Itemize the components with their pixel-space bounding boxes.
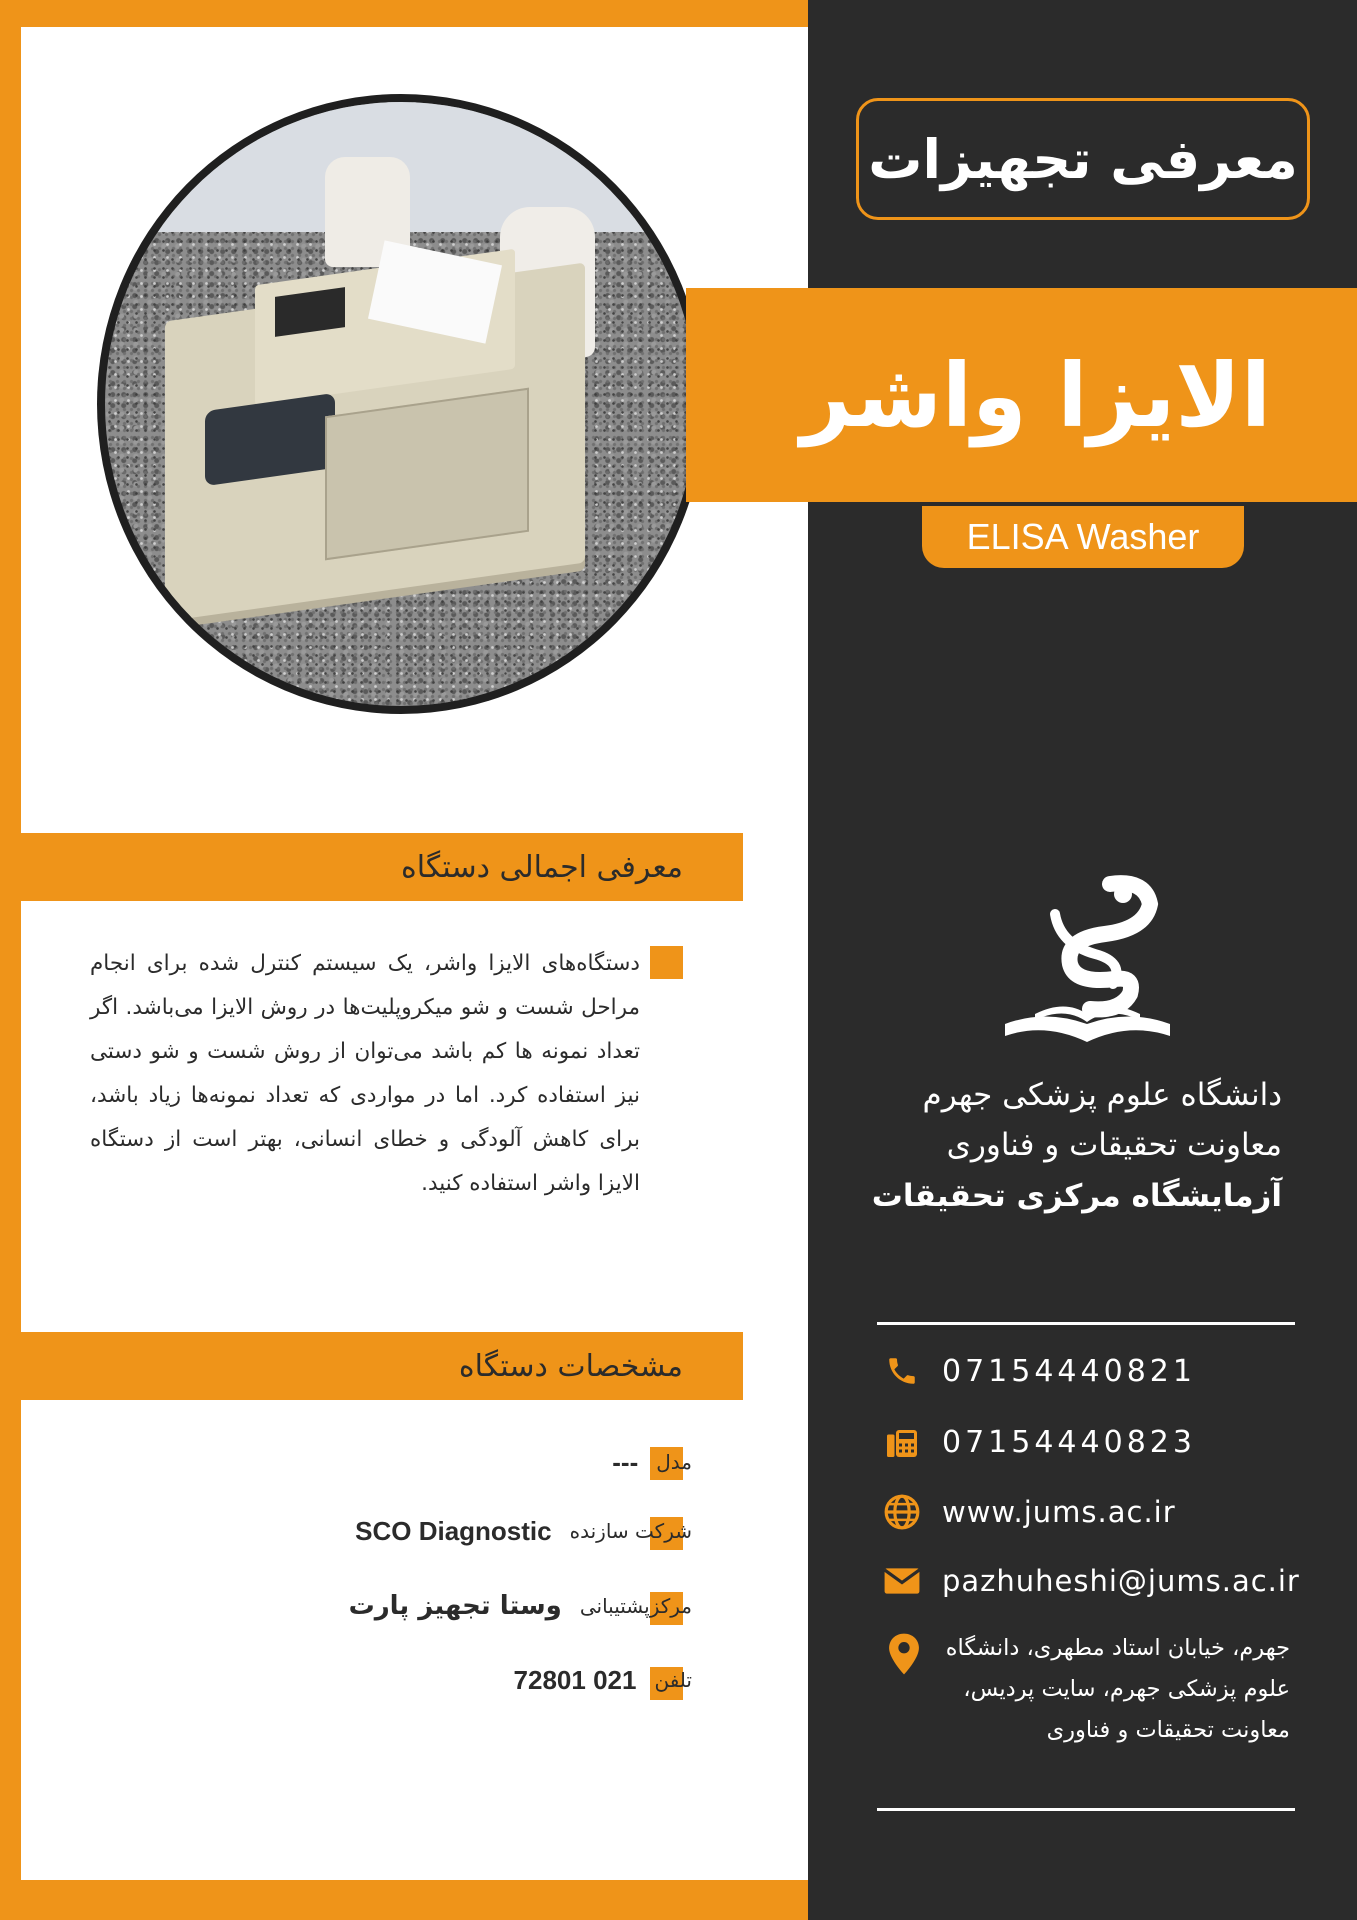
mail-icon: [882, 1561, 922, 1601]
deputy-name: معاونت تحقیقات و فناوری: [946, 1127, 1282, 1163]
globe-icon: [882, 1492, 922, 1532]
spec-value: وستا تجهیز پارت: [348, 1591, 562, 1621]
spec-label: مدل: [656, 1450, 692, 1474]
specs-heading-bar: [21, 1332, 743, 1400]
device-name-en: ELISA Washer: [966, 516, 1200, 557]
intro-heading-bar: [21, 833, 743, 901]
address-text: جهرم، خیابان استاد مطهری، دانشگاه علوم پزشکی جهرم، سایت پردیس، معاونت تحقیقات و فناوری: [945, 1635, 1290, 1743]
fax-icon: [882, 1422, 922, 1462]
spec-value: SCO Diagnostic: [355, 1515, 552, 1546]
spec-row-model: [612, 1442, 692, 1482]
phone-icon: [882, 1351, 922, 1391]
spec-row-manufacturer: [355, 1511, 692, 1551]
page-title: معرفی تجهیزات: [868, 127, 1298, 191]
website-link[interactable]: www.jums.ac.ir: [942, 1495, 1176, 1529]
device-name: الایزا واشر: [800, 343, 1271, 447]
title-box: [856, 98, 1310, 220]
contact-email: [882, 1559, 1300, 1603]
phone-number[interactable]: 07154440821: [942, 1353, 1196, 1389]
contact-fax: [882, 1420, 1196, 1464]
spec-value: ---: [612, 1446, 639, 1477]
spec-label: شرکت سازنده: [569, 1519, 692, 1543]
device-name-band: [686, 288, 1357, 502]
fax-number[interactable]: 07154440823: [942, 1424, 1196, 1460]
divider-bottom: [877, 1808, 1295, 1811]
spec-label: تلفن: [654, 1668, 692, 1692]
location-pin-icon: [884, 1632, 924, 1676]
lab-name: آزمایشگاه مرکزی تحقیقات: [871, 1178, 1282, 1214]
intro-paragraph: دستگاه‌های الایزا واشر، یک سیستم کنترل شده برای انجام مراحل شست و شو میکروپلیت‌ها در روش الایزا می‌باشد. اگر تعداد نمونه ها کم باشد می‌توان از روش شست و شو دستی نیز استفاده کرد. اما در مواردی که تعداد نمونه‌ها زیاد باشد، برای کاهش آلودگی و خطای انسانی، بهتر است از دستگاه الایزا واشر استفاده کنید.: [90, 951, 640, 1196]
spec-label: مرکزپشتیبانی: [579, 1594, 692, 1618]
spec-row-phone: [514, 1660, 692, 1700]
email-link[interactable]: pazhuheshi@jums.ac.ir: [942, 1564, 1300, 1598]
spec-row-support: [349, 1586, 692, 1626]
device-name-en-pill: [922, 506, 1244, 568]
device-photo: [97, 94, 705, 714]
intro-heading: معرفی اجمالی دستگاه: [401, 849, 683, 885]
spec-value: 021 72801: [513, 1664, 637, 1695]
university-name: دانشگاه علوم پزشکی جهرم: [922, 1077, 1282, 1113]
device-photo-image: [105, 102, 697, 706]
university-block: [830, 1070, 1282, 1222]
microplate-tray: [325, 388, 529, 561]
divider-top: [877, 1322, 1295, 1325]
intro-bullet: [650, 946, 683, 979]
specs-heading: مشخصات دستگاه: [458, 1348, 683, 1384]
contact-phone: [882, 1349, 1196, 1393]
contact-website: [882, 1490, 1176, 1534]
university-logo: [995, 874, 1180, 1049]
